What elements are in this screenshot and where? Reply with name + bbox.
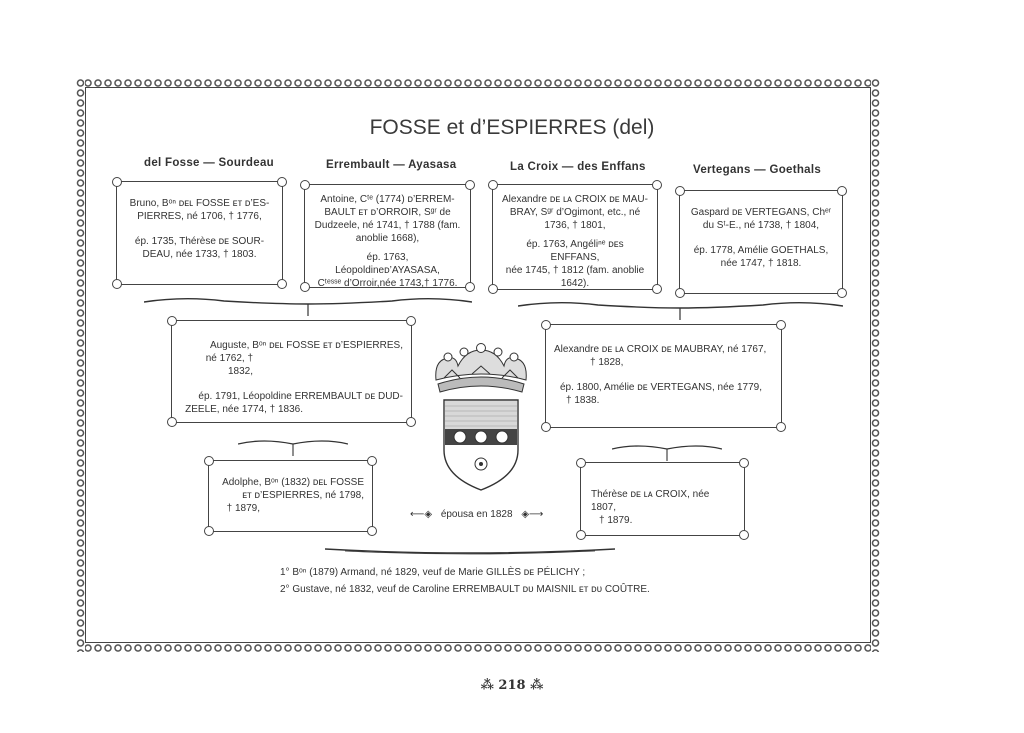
page-number-value: 218: [498, 678, 526, 693]
arrow-left-icon: ⟵◈: [410, 509, 435, 520]
ornament-icon: ⁂: [480, 678, 499, 693]
box-alexandre-jr: [545, 324, 782, 428]
text-line: Dudzeele, né 1741, † 1788 (fam.: [314, 220, 461, 231]
text-line: ép. 1763, Léopoldineᴅ’AYASASA,: [335, 252, 440, 276]
text-line: Alexandre ᴅᴇ ʟᴀ CROIX ᴅᴇ MAUBRAY, né 1767,: [554, 344, 767, 355]
box-auguste: [171, 320, 412, 423]
text-line: Cᵗᵉˢˢᵉ d’Orroir,née 1743,† 1776.: [317, 278, 458, 289]
box-bruno: [116, 181, 283, 285]
text-line: ép. 1735, Thérèse ᴅᴇ SOUR-: [134, 236, 265, 247]
coat-of-arms-crest: [426, 340, 536, 492]
page-number: [0, 678, 1024, 693]
text-line: Antoine, Cᵗᵉ (1774) ᴅ’ERREM-: [320, 194, 455, 205]
child-note-1: 1° Bᵒⁿ (1879) Armand, né 1829, veuf de Marie GILLÈS ᴅᴇ PÉLICHY ;: [280, 567, 586, 578]
text-line: ép. 1800, Amélie ᴅᴇ VERTEGANS, née 1779,: [560, 382, 763, 393]
column-heading-vertegans: Vertegans — Goethals: [693, 164, 822, 176]
box-adolphe: [208, 460, 373, 532]
text-line: † 1879,: [226, 503, 260, 514]
text-line: 1642).: [560, 278, 590, 289]
ornament-icon: ⁂: [525, 678, 544, 693]
text-line: Gaspard ᴅᴇ VERTEGANS, Chᵉʳ: [690, 207, 832, 218]
box-therese: [580, 462, 745, 536]
text-line: ép. 1778, Amélie GOETHALS,: [693, 245, 829, 256]
text-line: † 1879.: [599, 515, 633, 526]
text-line: DEAU, née 1733, † 1803.: [142, 249, 257, 260]
arrow-right-icon: ◈⟶: [521, 509, 544, 520]
column-heading-del-fosse: del Fosse — Sourdeau: [144, 157, 274, 169]
marriage-connector: [410, 509, 543, 520]
text-line: du Sᵗ-E., né 1738, † 1804,: [702, 220, 820, 231]
box-antoine: [304, 184, 471, 288]
text-line: BRAY, Sᵍʳ d’Ogimont, etc., né: [509, 207, 641, 218]
connector-brace-left: [144, 294, 472, 318]
connector-brace-adolphe: [238, 436, 348, 458]
box-gaspard: [679, 190, 843, 294]
box-alexandre-sr: [492, 184, 658, 290]
text-line: † 1828,: [590, 357, 624, 368]
text-line: Bruno, Bᵒⁿ ᴅᴇʟ FOSSE ᴇᴛ ᴅ’ES-: [129, 198, 270, 209]
connector-brace-therese: [612, 441, 722, 463]
column-heading-errembault: Errembault — Ayasasa: [326, 159, 457, 171]
text-line: BAULT ᴇᴛ ᴅ’ORROIR, Sᵍʳ de: [324, 207, 451, 218]
text-line: Auguste, Bᵒⁿ ᴅᴇʟ FOSSE ᴇᴛ ᴅ’ESPIERRES,: [209, 340, 403, 351]
text-line: né 1762, † 1832,: [205, 353, 253, 377]
text-line: ép. 1791, Léopoldine ERREMBAULT ᴅᴇ DUD-: [198, 391, 403, 402]
shield-icon: [444, 400, 518, 490]
page-title: FOSSE et d’ESPIERRES (del): [369, 116, 655, 139]
text-line: Adolphe, Bᵒⁿ (1832) ᴅᴇʟ FOSSE: [222, 477, 364, 488]
marriage-label: épousa en 1828: [440, 509, 513, 520]
text-line: 1736, † 1801,: [544, 220, 606, 231]
text-line: née 1745, † 1812 (fam. anoblie: [505, 265, 645, 276]
connector-brace-right: [518, 298, 843, 322]
text-line: ZEELE, née 1774, † 1836.: [185, 404, 303, 415]
text-line: † 1838.: [566, 395, 600, 406]
text-line: Thérèse ᴅᴇ ʟᴀ CROIX, née 1807,: [591, 489, 710, 513]
crown-icon: [436, 344, 527, 393]
text-line: anoblie 1668),: [355, 233, 420, 244]
column-heading-la-croix: La Croix — des Enffans: [510, 161, 646, 173]
text-line: ᴇᴛ ᴅ’ESPIERRES, né 1798,: [242, 490, 364, 501]
text-line: Alexandre ᴅᴇ ʟᴀ CROIX ᴅᴇ MAU-: [502, 194, 648, 205]
connector-brace-children: [325, 543, 615, 561]
text-line: ép. 1763, Angéliⁿᵉ ᴅᴇs ENFFANS,: [526, 239, 624, 263]
text-line: PIERRES, né 1706, † 1776,: [137, 211, 262, 222]
text-line: née 1747, † 1818.: [720, 258, 802, 269]
child-note-2: 2° Gustave, né 1832, veuf de Caroline ERREMBAULT ᴅᴜ MAISNIL ᴇᴛ ᴅᴜ COÛTRE.: [280, 584, 650, 595]
